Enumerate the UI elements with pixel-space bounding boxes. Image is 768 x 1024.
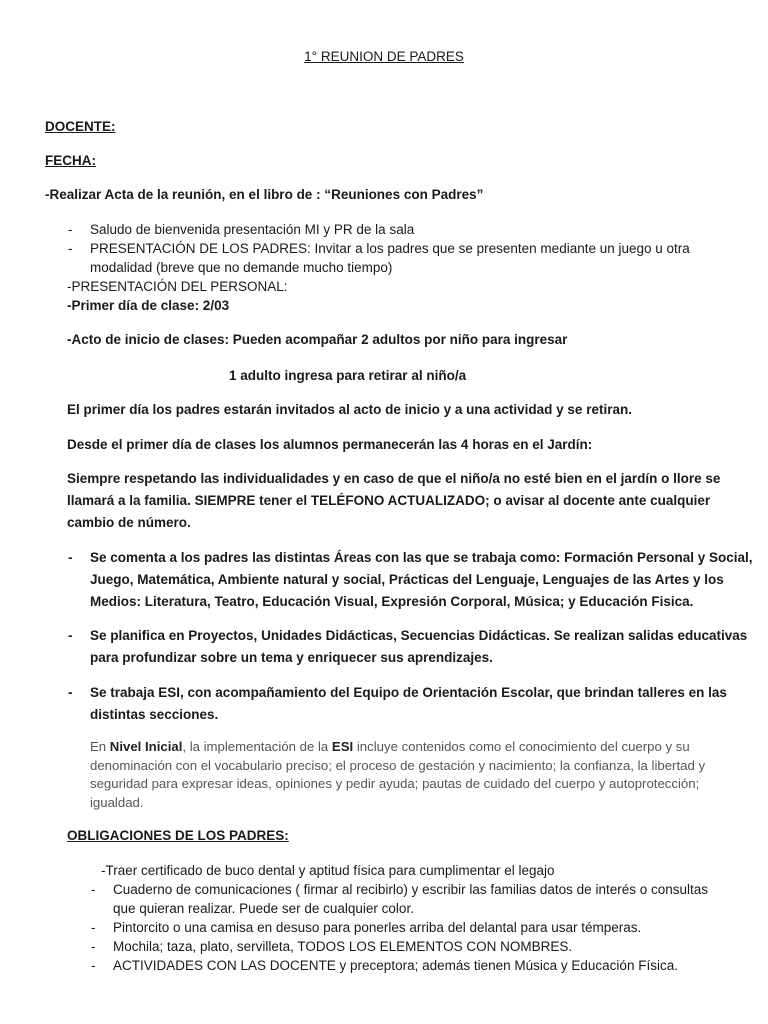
obligaciones-label: OBLIGACIONES DE LOS PADRES: [67,828,289,843]
siempre-line: cambio de número. [67,515,191,530]
primer-dia-clase: -Primer día de clase: 2/03 [67,298,230,313]
areas-line: Medios: Literatura, Teatro, Educación Visual, Expresión Corporal, Música; y Educación Fisica. [90,594,694,609]
un-adulto: 1 adulto ingresa para retirar al niño/a [229,368,467,383]
list-bullet: - [68,550,73,565]
obligacion-item: ACTIVIDADES CON LAS DOCENTE y preceptora; además tienen Música y Educación Física. [113,958,678,973]
docente-label: DOCENTE: [45,119,116,134]
esi-quote [90,738,730,812]
siempre-line: Siempre respetando las individualidades y en caso de que el niño/a no esté bien en el jardín o llore se [67,471,721,486]
esi-quote-pre: En [90,739,110,754]
list-item: Saludo de bienvenida presentación MI y PR de la sala [90,222,415,237]
list-bullet: - [68,222,73,237]
presentacion-personal: -PRESENTACIÓN DEL PERSONAL: [67,279,288,294]
siempre-line: llamará a la familia. SIEMPRE tener el TELÉFONO ACTUALIZADO; o avisar al docente ante cualquier [67,493,711,508]
esi-quote-mid: , la implementación de la [182,739,332,754]
list-bullet: - [68,685,73,700]
obligacion-item: Cuaderno de comunicaciones ( firmar al recibirlo) y escribir las familias datos de interés o consultas [113,882,709,897]
desde-primer-dia: Desde el primer día de clases los alumnos permanecerán las 4 horas en el Jardín: [67,437,593,452]
list-bullet: - [91,920,96,935]
list-bullet: - [68,628,73,643]
list-bullet: - [91,882,96,897]
document-title: 1° REUNION DE PADRES [304,49,464,64]
list-item: PRESENTACIÓN DE LOS PADRES: Invitar a los padres que se presenten mediante un juego u otra [90,241,690,256]
obligacion-item: Pintorcito o una camisa en desuso para ponerles arriba del delantal para usar témperas. [113,920,642,935]
esi-quote-esi: ESI [331,739,354,754]
esi-quote-post: incluye contenidos como el conocimiento del cuerpo y su denominación con el vocabulario preciso; el proceso de gestación y nacimiento; la confianza, la libertad y seguridad para expresar ideas, opiniones y pedir ayuda; pautas de cuidado del cuerpo y autoprotección; igualdad. [90,739,706,810]
planifica-line: para profundizar sobre un tema y enriquecer sus aprendizajes. [90,650,493,665]
esi-line: distintas secciones. [90,707,219,722]
list-bullet: - [91,939,96,954]
planifica-line: Se planifica en Proyectos, Unidades Didácticas, Secuencias Didácticas. Se realizan salidas educativas [90,628,748,643]
esi-line: Se trabaja ESI, con acompañamiento del Equipo de Orientación Escolar, que brindan talleres en las [90,685,727,700]
list-bullet: - [68,241,73,256]
esi-quote-nivel: Nivel Inicial [109,739,183,754]
areas-line: Juego, Matemática, Ambiente natural y social, Prácticas del Lenguaje, Lenguajes de las Artes y los [90,572,724,587]
obligacion-item-continued: que quieran realizar. Puede ser de cualquier color. [113,901,414,916]
list-bullet: - [91,958,96,973]
fecha-label: FECHA: [45,153,96,168]
acto-inicio: -Acto de inicio de clases: Pueden acompañar 2 adultos por niño para ingresar [67,332,568,347]
list-item-continued: modalidad (breve que no demande mucho tiempo) [90,260,393,275]
acta-instruction: -Realizar Acta de la reunión, en el libro de : “Reuniones con Padres” [45,187,484,202]
obligacion-item: Mochila; taza, plato, servilleta, TODOS LOS ELEMENTOS CON NOMBRES. [113,939,573,954]
certificado-line: -Traer certificado de buco dental y aptitud física para cumplimentar el legajo [101,863,555,878]
primer-dia-padres: El primer día los padres estarán invitados al acto de inicio y a una actividad y se retiran. [67,402,632,417]
areas-line: Se comenta a los padres las distintas Áreas con las que se trabaja como: Formación Personal y Social, [90,550,753,565]
